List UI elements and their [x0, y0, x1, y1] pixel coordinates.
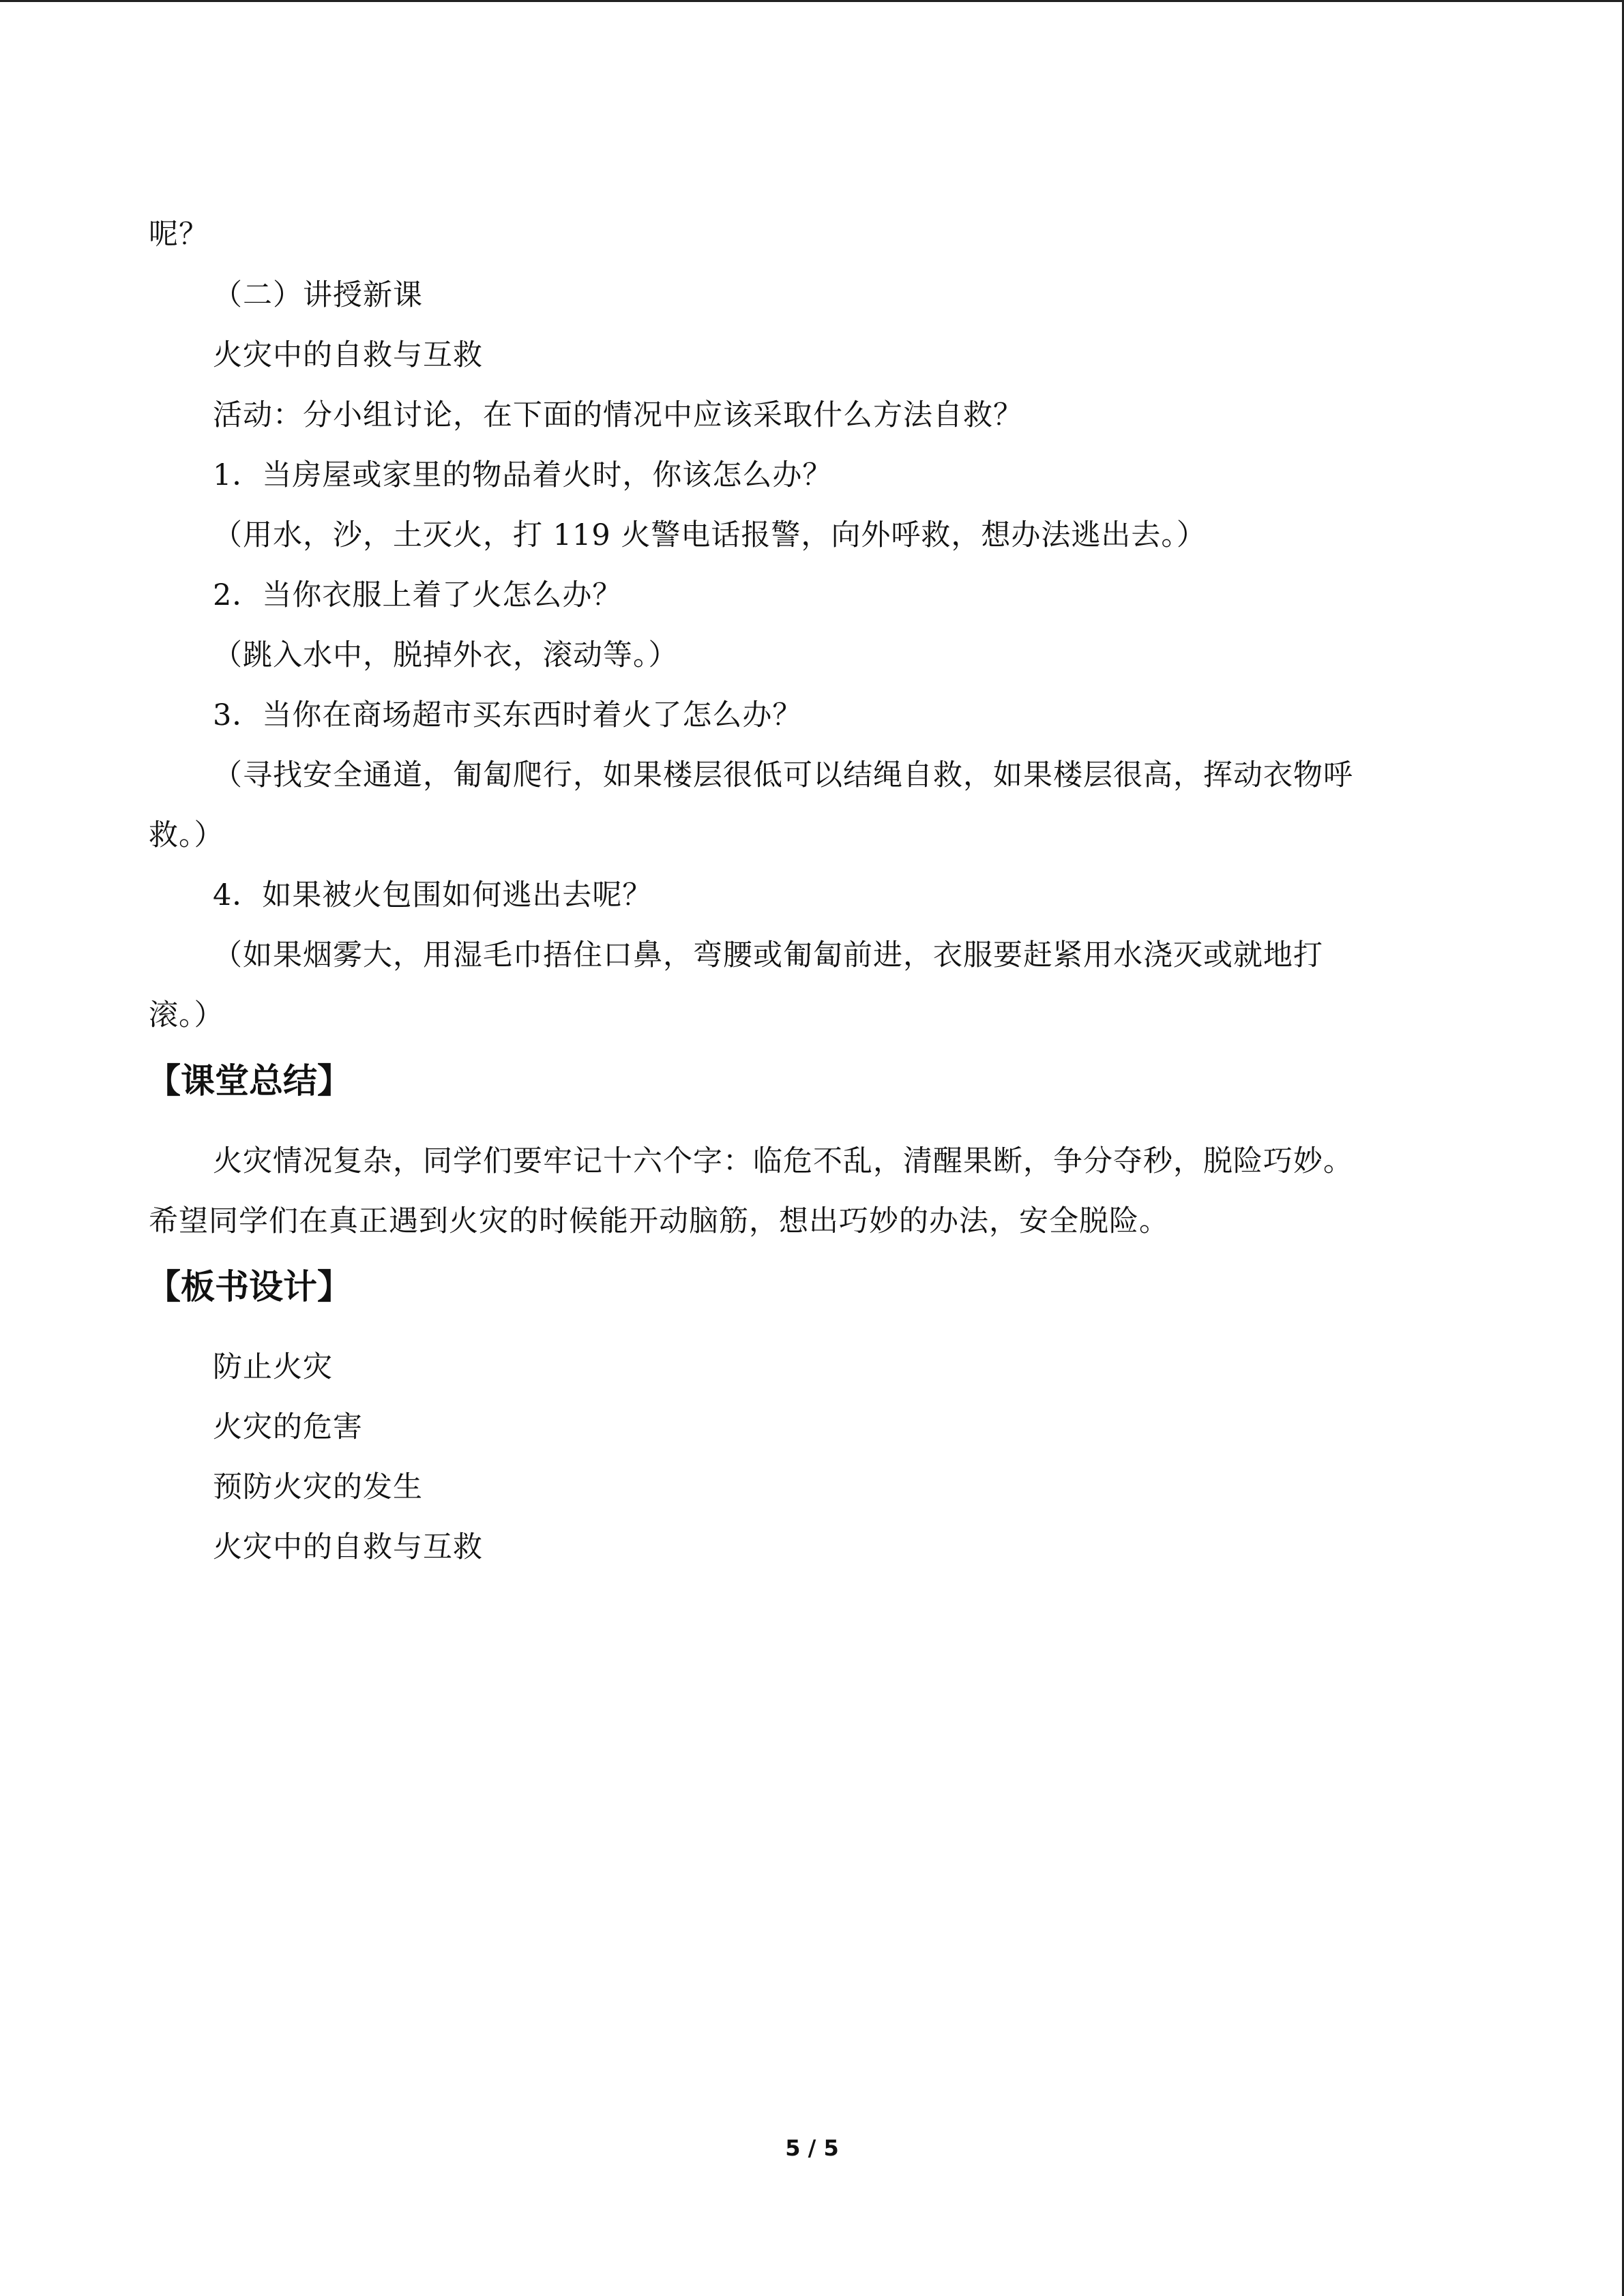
answer-4-line-1: （如果烟雾大，用湿毛巾捂住口鼻，弯腰或匍匐前进，衣服要赶紧用水浇灭或就地打: [213, 938, 1323, 972]
board-heading: 【板书设计】: [147, 1267, 351, 1307]
question-1: 1．当房屋或家里的物品着火时，你该怎么办？: [213, 458, 833, 492]
section-title: （二）讲授新课: [213, 278, 423, 312]
board-item: 火灾的危害: [213, 1410, 363, 1444]
answer-2: （跳入水中，脱掉外衣，滚动等。）: [213, 638, 679, 672]
question-4: 4．如果被火包围如何逃出去呢？: [213, 878, 653, 912]
answer-3-line-2: 救。）: [149, 818, 224, 852]
answer-4-line-2: 滚。）: [149, 998, 224, 1032]
answer-3-line-1: （寻找安全通道，匍匐爬行，如果楼层很低可以结绳自救，如果楼层很高，挥动衣物呼: [213, 758, 1353, 792]
continuation-text: 呢？: [149, 218, 209, 252]
question-2: 2．当你衣服上着了火怎么办？: [213, 578, 623, 612]
board-item: 防止火灾: [213, 1350, 333, 1384]
summary-line-2: 希望同学们在真正遇到火灾的时候能开动脑筋，想出巧妙的办法，安全脱险。: [149, 1204, 1169, 1238]
board-item: 预防火灾的发生: [213, 1470, 423, 1504]
activity-text: 活动：分小组讨论，在下面的情况中应该采取什么方法自救？: [213, 398, 1023, 432]
summary-heading: 【课堂总结】: [147, 1061, 351, 1101]
board-item: 火灾中的自救与互救: [213, 1530, 483, 1564]
question-3: 3．当你在商场超市买东西时着火了怎么办？: [213, 698, 803, 732]
topic-title: 火灾中的自救与互救: [213, 338, 483, 372]
summary-line-1: 火灾情况复杂，同学们要牢记十六个字：临危不乱，清醒果断，争分夺秒，脱险巧妙。: [213, 1144, 1353, 1178]
page-number: 5 / 5: [785, 2135, 839, 2161]
answer-1: （用水，沙，土灭火，打 119 火警电话报警，向外呼救，想办法逃出去。）: [213, 518, 1207, 552]
